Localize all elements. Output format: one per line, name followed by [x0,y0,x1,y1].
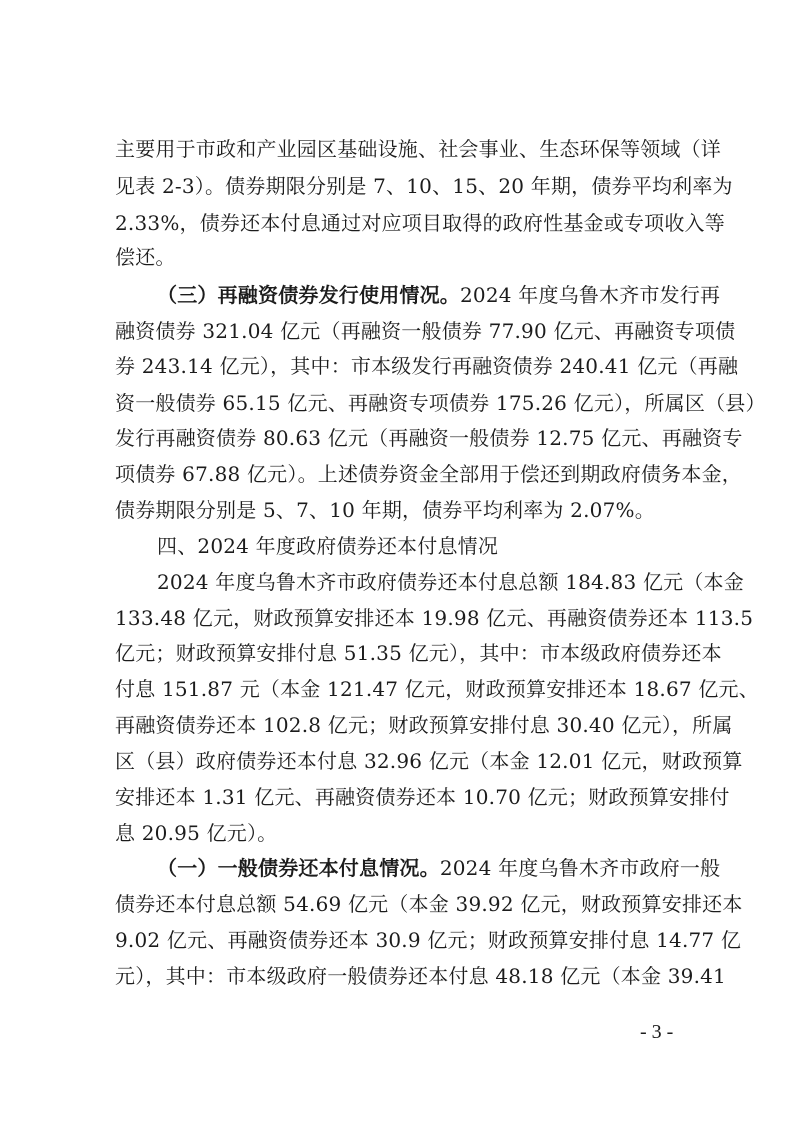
body-text-run: 2024 年度乌鲁木齐市政府一般 [439,856,721,880]
page-number: - 3 - [640,1021,674,1043]
body-text-line: 付息 151.87 元（本金 121.47 亿元，财政预算安排还本 18.67 亿元、 [115,677,759,701]
body-text-line: 偿还。 [115,245,176,269]
body-text-line: 主要用于市政和产业园区基础设施、社会事业、生态环保等领域（详 [115,137,721,161]
section-heading-refinancing-bonds: （三）再融资债券发行使用情况。 [157,283,460,307]
body-text-line: 见表 2-3）。债券期限分别是 7、10、15、20 年期，债券平均利率为 [115,174,733,198]
body-text-line: 息 20.95 亿元）。 [115,821,278,845]
body-text-line: 2.33%，债券还本付息通过对应项目取得的政府性基金或专项收入等 [115,211,725,235]
body-text-line: 再融资债券还本 102.8 亿元；财政预算安排付息 30.40 亿元），所属 [115,713,733,737]
body-text-line: 9.02 亿元、再融资债券还本 30.9 亿元；财政预算安排付息 14.77 亿 [115,928,742,952]
section-3-paragraph-start [157,282,721,308]
body-text-line: 融资债券 321.04 亿元（再融资一般债券 77.90 亿元、再融资专项债 [115,319,736,343]
body-text-line: 项债券 67.88 亿元）。上述债券资金全部用于偿还到期政府债务本金， [115,462,742,486]
body-text-line: 债券还本付息总额 54.69 亿元（本金 39.92 亿元，财政预算安排还本 [115,892,743,916]
body-text-line: 券 243.14 亿元），其中：市本级发行再融资债券 240.41 亿元（再融 [115,354,739,378]
section-heading-repayment: 四、2024 年度政府债券还本付息情况 [157,534,499,558]
body-text-line: 安排还本 1.31 亿元、再融资债券还本 10.70 亿元；财政预算安排付 [115,785,730,809]
body-text-line: 发行再融资债券 80.63 亿元（再融资一般债券 12.75 亿元、再融资专 [115,426,743,450]
section-1-paragraph-start [157,855,721,881]
body-text-line: 区（县）政府债券还本付息 32.96 亿元（本金 12.01 亿元，财政预算 [115,749,743,773]
body-text-line: 债券期限分别是 5、7、10 年期，债券平均利率为 2.07%。 [115,498,655,522]
body-text-line: 2024 年度乌鲁木齐市政府债券还本付息总额 184.83 亿元（本金 [157,570,744,594]
body-text-line: 资一般债券 65.15 亿元、再融资专项债券 175.26 亿元），所属区（县） [115,391,766,415]
body-text-line: 亿元；财政预算安排付息 51.35 亿元），其中：市本级政府债券还本 [115,641,722,665]
body-text-line: 133.48 亿元，财政预算安排还本 19.98 亿元、再融资债券还本 113.5 [115,606,754,630]
body-text-run: 2024 年度乌鲁木齐市发行再 [460,283,721,307]
section-heading-general-bonds: （一）一般债券还本付息情况。 [157,856,440,880]
body-text-line: 元），其中：市本级政府一般债券还本付息 48.18 亿元（本金 39.41 [115,964,726,988]
